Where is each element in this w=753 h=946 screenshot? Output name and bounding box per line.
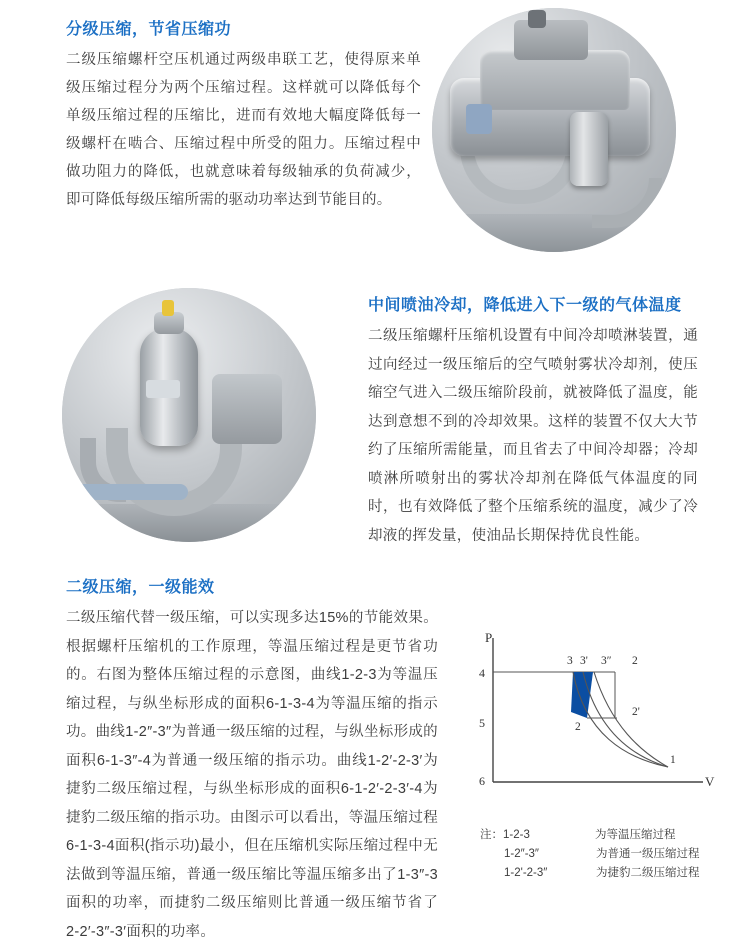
section-2-title: 中间喷油冷却，降低进入下一级的气体温度	[368, 297, 682, 314]
chart-note-row	[480, 826, 700, 845]
section-3-body: 二级压缩代替一级压缩，可以实现多达15%的节能效果。根据螺杆压缩机的工作原理，等温压缩过程是更节省功的。右图为整体压缩过程的示意图，曲线1-2-3为等温压缩过程，与纵坐标形成的面积6-1-3-4为等温压缩的指示功。曲线1-2″-3″为普通一级压缩的过程，与纵坐标形成的面积6-1-3″-4为普通一级压缩的指示功。曲线1-2′-2-3′为捷豹二级压缩过程，与纵坐标形成的面积6-1-2′-2-3′-4为捷豹二级压缩的指示功。由图示可以看出，等温压缩过程 6-1-3-4面积(指示功)最小，但在压缩机实际压缩过程中无法做到等温压缩，普通一级压缩比等温压缩多出了1-3″-3 面积的功率，而捷豹二级压缩则比普通一级压缩节省了 2-2′-3″-3′面积的功率。	[66, 610, 438, 940]
chart-notes	[480, 826, 700, 883]
chart-note-row	[480, 845, 700, 864]
svg-text:3': 3'	[580, 655, 588, 667]
note-text-0: 为等温压缩过程	[595, 829, 676, 841]
section-3-title: 二级压缩，一级能效	[66, 579, 215, 596]
svg-text:2': 2'	[632, 706, 640, 718]
section-1-title: 分级压缩，节省压缩功	[66, 21, 232, 38]
note-code-2: 1-2'-2-3″	[504, 867, 548, 879]
compressor-photo-1	[432, 8, 676, 252]
svg-text:2: 2	[632, 655, 638, 667]
chart-note-row	[480, 864, 700, 883]
svg-text:3″: 3″	[601, 655, 612, 667]
compressor-photo-2	[62, 288, 316, 542]
pv-diagram	[455, 630, 715, 810]
svg-text:3: 3	[567, 655, 573, 667]
section-2-body: 二级压缩螺杆压缩机设置有中间冷却喷淋装置，通过向经过一级压缩后的空气喷射雾状冷却剂，使压缩空气进入二级压缩阶段前，就被降低了温度，能达到意想不到的冷却效果。这样的装置不仅大大节约了压缩所需能量，而且省去了中间冷却器；冷却喷淋所喷射出的雾状冷却剂在降低气体温度的同时，也有效降低了整个压缩系统的温度，减少了冷却液的挥发量，使油品长期保持优良性能。	[368, 328, 698, 544]
svg-text:V: V	[705, 774, 715, 789]
section-1-body: 二级压缩螺杆空压机通过两级串联工艺，使得原来单级压缩过程分为两个压缩过程。这样就可以降低每个单级压缩过程的压缩比，进而有效地大幅度降低每一级螺杆在啮合、压缩过程中所受的阻力。压缩过程中做功阻力的降低，也就意味着每级轴承的负荷减少，即可降低每级压缩所需的驱动功率达到节能目的。	[66, 52, 421, 208]
note-code-1: 1-2″-3″	[504, 848, 539, 860]
note-text-1: 为普通一级压缩过程	[596, 848, 700, 860]
note-code-0: 1-2-3	[503, 829, 530, 841]
svg-text:1: 1	[670, 754, 676, 766]
svg-text:P: P	[485, 630, 493, 645]
svg-text:5: 5	[479, 716, 485, 730]
svg-text:4: 4	[479, 666, 485, 680]
svg-text:2: 2	[575, 721, 581, 733]
svg-text:6: 6	[479, 774, 485, 788]
note-prefix: 注：	[480, 829, 503, 841]
note-text-2: 为捷豹二级压缩过程	[596, 867, 700, 879]
